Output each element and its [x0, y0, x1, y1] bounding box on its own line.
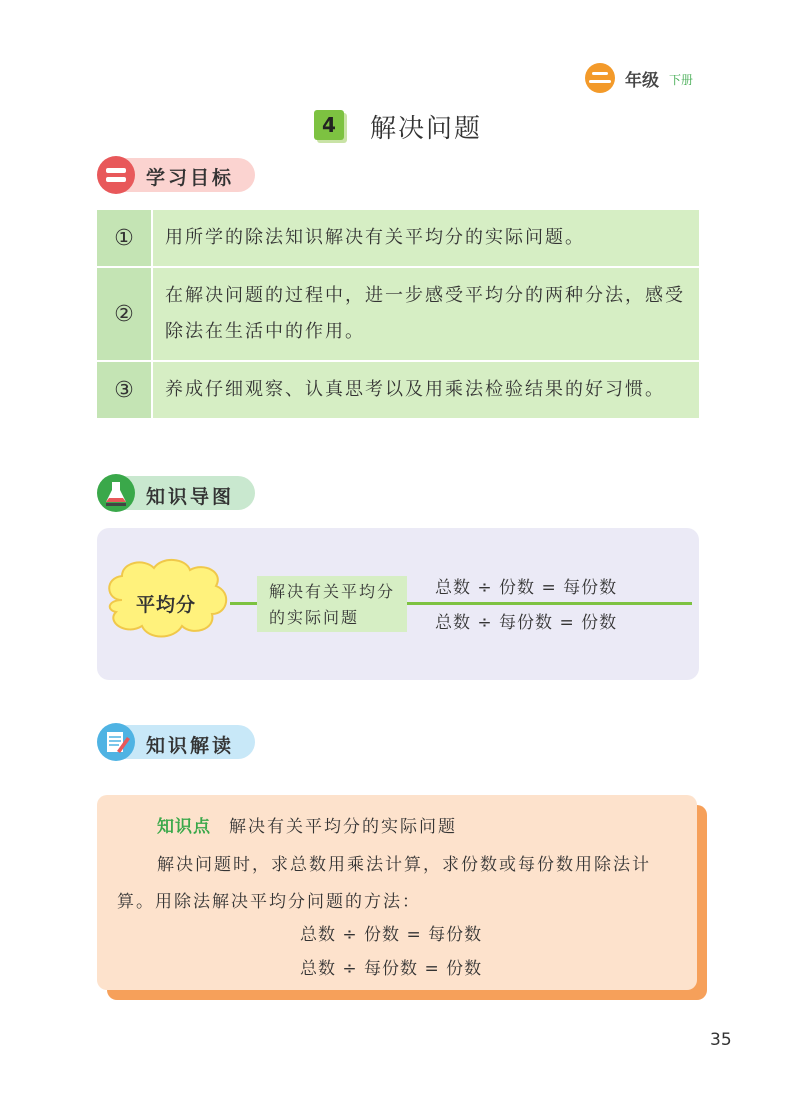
grade-two-icon	[585, 63, 615, 93]
notepad-pencil-icon	[97, 723, 135, 761]
mindmap-root: 平均分	[136, 594, 197, 616]
objective-row	[97, 268, 699, 362]
flask-icon	[97, 474, 135, 512]
knowledge-point-header	[157, 812, 457, 837]
objective-row	[97, 362, 699, 418]
objective-number: ②	[97, 268, 153, 360]
book-stack-icon	[97, 156, 135, 194]
knowledge-formula-2: 总数 ÷ 每份数 = 份数	[300, 959, 483, 979]
objectives-heading: 学习目标	[146, 167, 235, 189]
mindmap-node: 解决有关平均分的实际问题	[257, 576, 407, 632]
knowledge-point-label: 知识点	[157, 817, 211, 837]
mindmap-connector	[230, 602, 258, 605]
reading-heading: 知识解读	[146, 735, 235, 757]
mindmap-branch	[407, 602, 692, 605]
page-number: 35	[710, 1030, 732, 1050]
chapter-number: 4	[314, 110, 344, 140]
grade-sub-label: 下册	[669, 73, 694, 87]
objective-number: ③	[97, 362, 153, 418]
objective-text: 养成仔细观察、认真思考以及用乘法检验结果的好习惯。	[153, 362, 699, 418]
grade-label: 年级	[625, 71, 659, 91]
objective-text: 用所学的除法知识解决有关平均分的实际问题。	[153, 210, 699, 266]
objective-number: ①	[97, 210, 153, 266]
chapter-title: 解决问题	[370, 114, 483, 144]
knowledge-point-title: 解决有关平均分的实际问题	[229, 817, 457, 837]
mindmap-formula-2: 总数 ÷ 每份数 = 份数	[435, 613, 618, 633]
objective-row	[97, 210, 699, 268]
knowledge-formula-1: 总数 ÷ 份数 = 每份数	[300, 925, 483, 945]
objective-text: 在解决问题的过程中，进一步感受平均分的两种分法，感受除法在生活中的作用。	[153, 268, 699, 360]
mindmap-heading: 知识导图	[146, 486, 235, 508]
objectives-table	[97, 210, 699, 418]
mindmap-formula-1: 总数 ÷ 份数 = 每份数	[435, 578, 618, 598]
knowledge-paragraph: 解决问题时，求总数用乘法计算，求份数或每份数用除法计算。用除法解决平均分问题的方法：	[117, 855, 651, 912]
